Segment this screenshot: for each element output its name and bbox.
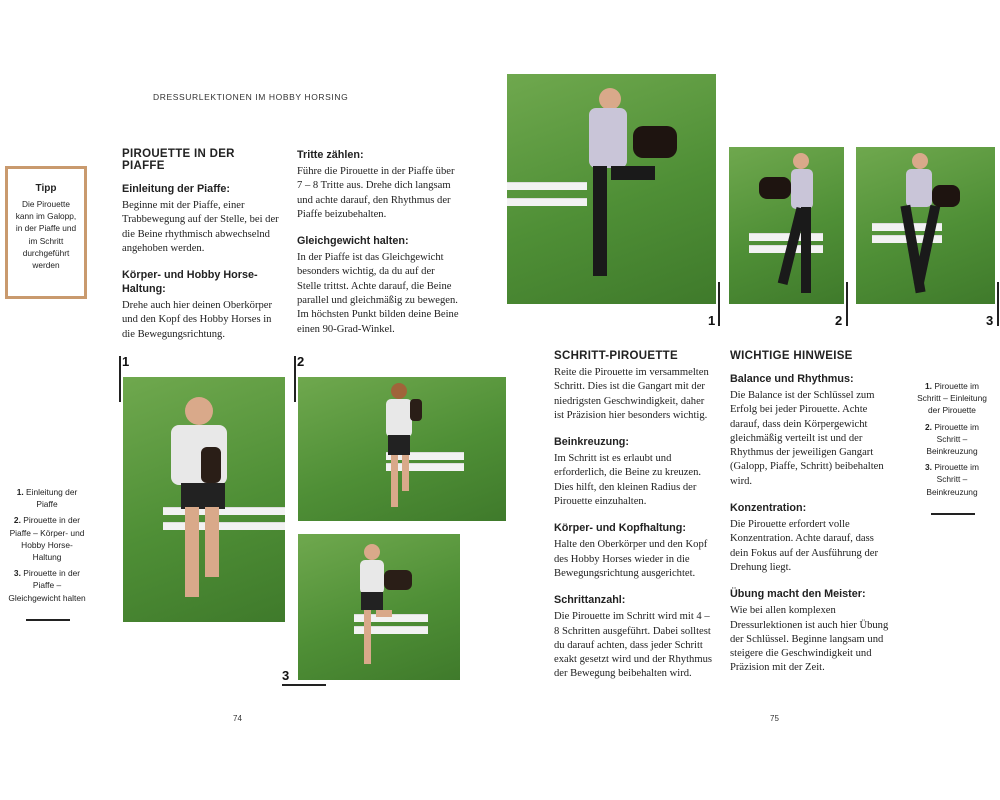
legend-underline xyxy=(931,513,975,515)
paragraph: Die Pirouette im Schritt wird mit 4 – 8 Schritten ausgeführt. Dabei solltest du darauf achten, dass jeder Schritt exakt gesetzt wird und der Rhythmus der Bewegung beibehalten wird. xyxy=(554,611,712,680)
subheading: Körper- und Kopfhaltung: xyxy=(554,522,686,535)
legend-item: 2. Pirouette in der Piaffe – Körper- und Hobby Horse-Haltung xyxy=(9,515,85,563)
legend-item: 1. Einleitung der Piaffe xyxy=(16,487,78,510)
legend-item: 3. Pirouette in der Piaffe – Gleichgewicht halten xyxy=(8,568,86,603)
subheading: Körper- und Hobby Horse-Haltung: xyxy=(122,269,258,296)
paragraph: Führe die Pirouette in der Piaffe über 7 – 8 Tritte aus. Drehe dich langsam und achte darauf, den Rhythmus der Piaffe beizubehalten. xyxy=(297,166,455,220)
legend-item: 3. Pirouette im Schritt – Beinkreuzung xyxy=(924,462,979,497)
paragraph: Die Balance ist der Schlüssel zum Erfolg bei jeder Pirouette. Achte darauf, dass dein Körpergewicht gleichmäßig verteilt ist und der Rhythmus der jeweiligen Gangart (Galopp, Piaffe, Schritt) beibehalten wird. xyxy=(730,390,884,487)
paragraph: Halte den Oberkörper und den Kopf des Hobby Horses wieder in die Bewegungsrichtung ausgerichtet. xyxy=(554,539,708,579)
photo-schritt-1 xyxy=(507,74,716,304)
photo-marker-line xyxy=(718,282,720,326)
section-title: WICHTIGE HINWEISE xyxy=(730,350,853,362)
photo-schritt-2 xyxy=(729,147,844,304)
running-header: DRESSURLEKTIONEN IM HOBBY HORSING xyxy=(153,92,349,102)
page-number-right: 75 xyxy=(770,714,779,723)
left-legend xyxy=(8,486,86,608)
piaffe-column-2 xyxy=(297,148,459,337)
subheading: Beinkreuzung: xyxy=(554,436,629,449)
hinweise-column xyxy=(730,350,892,676)
paragraph: Im Schritt ist es erlaubt und erforderlich, die Beine zu kreuzen. Dies hilft, den kleinen Radius der Pirouette einzuhalten. xyxy=(554,453,702,508)
section-title: SCHRITT-PIROUETTE xyxy=(554,350,678,362)
photo-piaffe-2 xyxy=(298,377,506,521)
right-legend xyxy=(912,380,992,502)
photo-marker-line xyxy=(119,356,121,402)
photo-number: 3 xyxy=(986,313,994,328)
photo-piaffe-1 xyxy=(123,377,285,622)
paragraph: Die Pirouette erfordert volle Konzentration. Achte darauf, dass dein Fokus auf der Ausführung der Drehung liegt. xyxy=(730,519,878,573)
section-title: PIROUETTE IN DER PIAFFE xyxy=(122,148,235,172)
photo-number: 2 xyxy=(835,313,843,328)
photo-number: 3 xyxy=(282,668,290,683)
tip-title: Tipp xyxy=(35,183,57,194)
subheading: Tritte zählen: xyxy=(297,149,364,161)
photo-schritt-3 xyxy=(856,147,995,304)
subheading: Gleichgewicht halten: xyxy=(297,235,409,248)
paragraph: Drehe auch hier deinen Oberkörper und den Kopf des Hobby Horses in die Bewegungsrichtung. xyxy=(122,300,273,340)
photo-marker-line xyxy=(294,356,296,402)
tip-text: Die Pirouette kann im Galopp, in der Piaffe und im Schritt durchgeführt werden xyxy=(15,199,77,271)
photo-number: 2 xyxy=(297,354,305,369)
photo-marker-line xyxy=(997,282,999,326)
tip-box xyxy=(5,166,87,299)
photo-marker-line xyxy=(846,282,848,326)
piaffe-column xyxy=(122,148,280,342)
subheading: Balance und Rhythmus: xyxy=(730,373,854,385)
legend-item: 2. Pirouette im Schritt – Beinkreuzung xyxy=(924,421,979,457)
photo-number: 1 xyxy=(122,354,130,369)
subheading: Übung macht den Meister: xyxy=(730,588,866,601)
paragraph: Reite die Pirouette im versammelten Schritt. Dies ist die Gangart mit der niedrigsten Geschwindigkeit, daher ist Präzision hier besonders wichtig. xyxy=(554,367,709,421)
schritt-column xyxy=(554,350,716,682)
subheading: Konzentration: xyxy=(730,502,807,515)
paragraph: In der Piaffe ist das Gleichgewicht besonders wichtig, da du auf der Stelle trittst. Achte darauf, die Beine parallel und gleichmäßig zu bewegen. Im höchsten Punkt bilden deine Beine einen 90-Grad-Winkel. xyxy=(297,252,459,335)
subheading: Einleitung der Piaffe: xyxy=(122,183,230,195)
paragraph: Wie bei allen komplexen Dressurlektionen ist auch hier Übung der Schlüssel. Beginne langsam und steigere die Geschwindigkeit und Präzision mit der Zeit. xyxy=(730,605,889,674)
photo-marker-line xyxy=(282,684,326,686)
paragraph: Beginne mit der Piaffe, einer Trabbewegung auf der Stelle, bei der die Beine rhythmisch abwechselnd angehoben werden. xyxy=(122,200,279,254)
legend-item: 1. Pirouette im Schritt – Einleitung der Pirouette xyxy=(917,381,987,416)
subheading: Schrittanzahl: xyxy=(554,594,626,607)
photo-piaffe-3 xyxy=(298,534,460,680)
photo-number: 1 xyxy=(708,313,716,328)
page-number-left: 74 xyxy=(233,714,242,723)
legend-underline xyxy=(26,619,70,621)
